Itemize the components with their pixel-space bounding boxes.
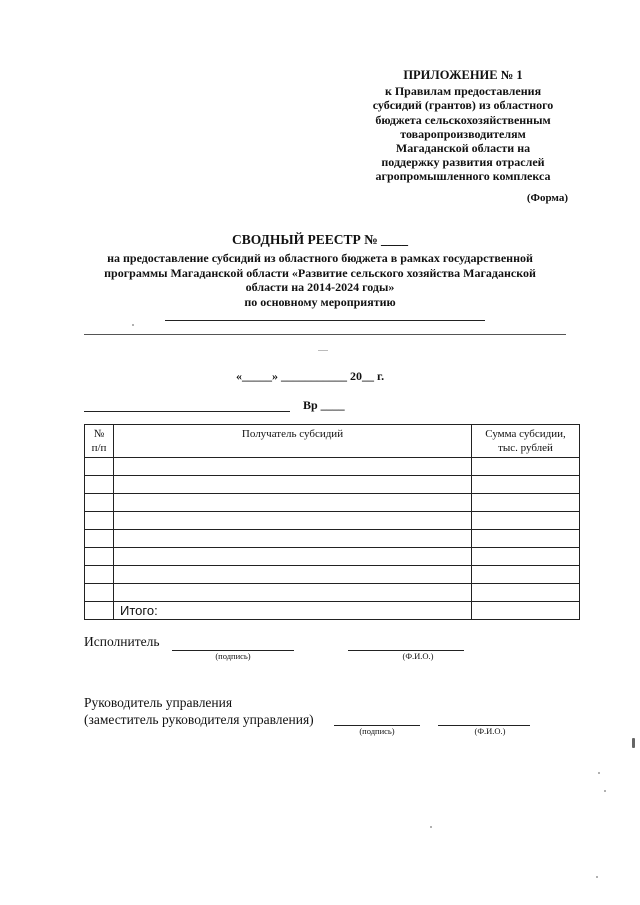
header-amount	[472, 425, 580, 458]
head-name-caption: (Ф.И.О.)	[474, 726, 506, 736]
appendix-line: товаропроизводителям	[400, 126, 526, 141]
appendix-line: агропромышленного комплекса	[375, 169, 551, 184]
total-amount-cell[interactable]	[472, 602, 580, 620]
table-row[interactable]	[85, 458, 580, 476]
header-number	[85, 425, 114, 458]
head-label-line2: (заместитель руководителя управления)	[84, 712, 314, 727]
cell[interactable]	[472, 548, 580, 566]
executor-signature-caption: (подпись)	[215, 651, 251, 661]
form-label: (Форма)	[526, 192, 568, 204]
total-number-cell	[85, 602, 114, 620]
title-block	[78, 233, 562, 309]
cell[interactable]	[85, 548, 114, 566]
executor-label: Исполнитель	[84, 634, 160, 649]
title-line: на предоставление субсидий из областного бюджета в рамках государственной	[107, 251, 533, 266]
table-row[interactable]	[85, 548, 580, 566]
scan-mark	[632, 738, 635, 748]
cell[interactable]	[85, 476, 114, 494]
appendix-line: субсидий (грантов) из областного	[372, 98, 554, 113]
cell[interactable]	[114, 548, 472, 566]
title-line: области на 2014-2024 годы»	[245, 280, 395, 295]
cell[interactable]	[114, 566, 472, 584]
cell[interactable]	[472, 476, 580, 494]
cell[interactable]	[114, 584, 472, 602]
cell[interactable]	[472, 566, 580, 584]
cell[interactable]	[85, 584, 114, 602]
table-row[interactable]	[85, 494, 580, 512]
date-field[interactable]: «_____» ___________ 20__ г.	[236, 369, 385, 383]
appendix-line: бюджета сельскохозяйственным	[375, 112, 551, 127]
header-recipient-text: Получатель субсидий	[241, 428, 344, 440]
header-recipient	[114, 425, 472, 458]
measure-blank-line[interactable]	[165, 320, 485, 321]
cell[interactable]	[114, 458, 472, 476]
appendix-block	[356, 68, 570, 184]
total-label: Итого:	[114, 602, 472, 620]
cell[interactable]	[114, 494, 472, 512]
registry-title: СВОДНЫЙ РЕЕСТР № ____	[231, 232, 409, 247]
cell[interactable]	[114, 512, 472, 530]
cell[interactable]	[85, 494, 114, 512]
vr-label: Вр ____	[303, 398, 345, 412]
scan-mark	[132, 324, 134, 326]
cell[interactable]	[472, 458, 580, 476]
total-row	[85, 602, 580, 620]
cell[interactable]	[472, 512, 580, 530]
scan-mark	[598, 772, 600, 774]
appendix-line: поддержку развития отраслей	[381, 155, 545, 170]
scan-mark	[430, 826, 432, 828]
table-row[interactable]	[85, 566, 580, 584]
measure-blank-line-2[interactable]	[84, 334, 566, 335]
cell[interactable]	[114, 530, 472, 548]
executor-name-caption: (Ф.И.О.)	[402, 651, 434, 661]
table-row[interactable]	[85, 584, 580, 602]
cell[interactable]	[472, 584, 580, 602]
title-line: по основному мероприятию	[244, 294, 396, 309]
scan-mark	[604, 790, 606, 792]
registry-table	[84, 424, 580, 620]
cell[interactable]	[85, 458, 114, 476]
divider-mark	[318, 350, 328, 351]
head-signature-caption: (подпись)	[359, 726, 395, 736]
header-amount-text: Сумма субсидии, тыс. рублей	[485, 428, 566, 454]
cell[interactable]	[472, 494, 580, 512]
table-row[interactable]	[85, 530, 580, 548]
table-row[interactable]	[85, 512, 580, 530]
cell[interactable]	[472, 530, 580, 548]
cell[interactable]	[85, 512, 114, 530]
appendix-line: к Правилам предоставления	[384, 84, 542, 99]
cell[interactable]	[85, 530, 114, 548]
cell[interactable]	[114, 476, 472, 494]
table-header-row	[85, 425, 580, 458]
title-line: программы Магаданской области «Развитие сельского хозяйства Магаданской	[104, 265, 536, 280]
cell[interactable]	[85, 566, 114, 584]
table-row[interactable]	[85, 476, 580, 494]
head-label-line1: Руководитель управления	[84, 695, 233, 710]
vr-blank-line[interactable]	[84, 411, 290, 412]
header-number-text: № п/п	[91, 428, 107, 454]
appendix-line: Магаданской области на	[395, 141, 531, 156]
appendix-heading: ПРИЛОЖЕНИЕ № 1	[403, 68, 523, 82]
scan-mark	[596, 876, 598, 878]
